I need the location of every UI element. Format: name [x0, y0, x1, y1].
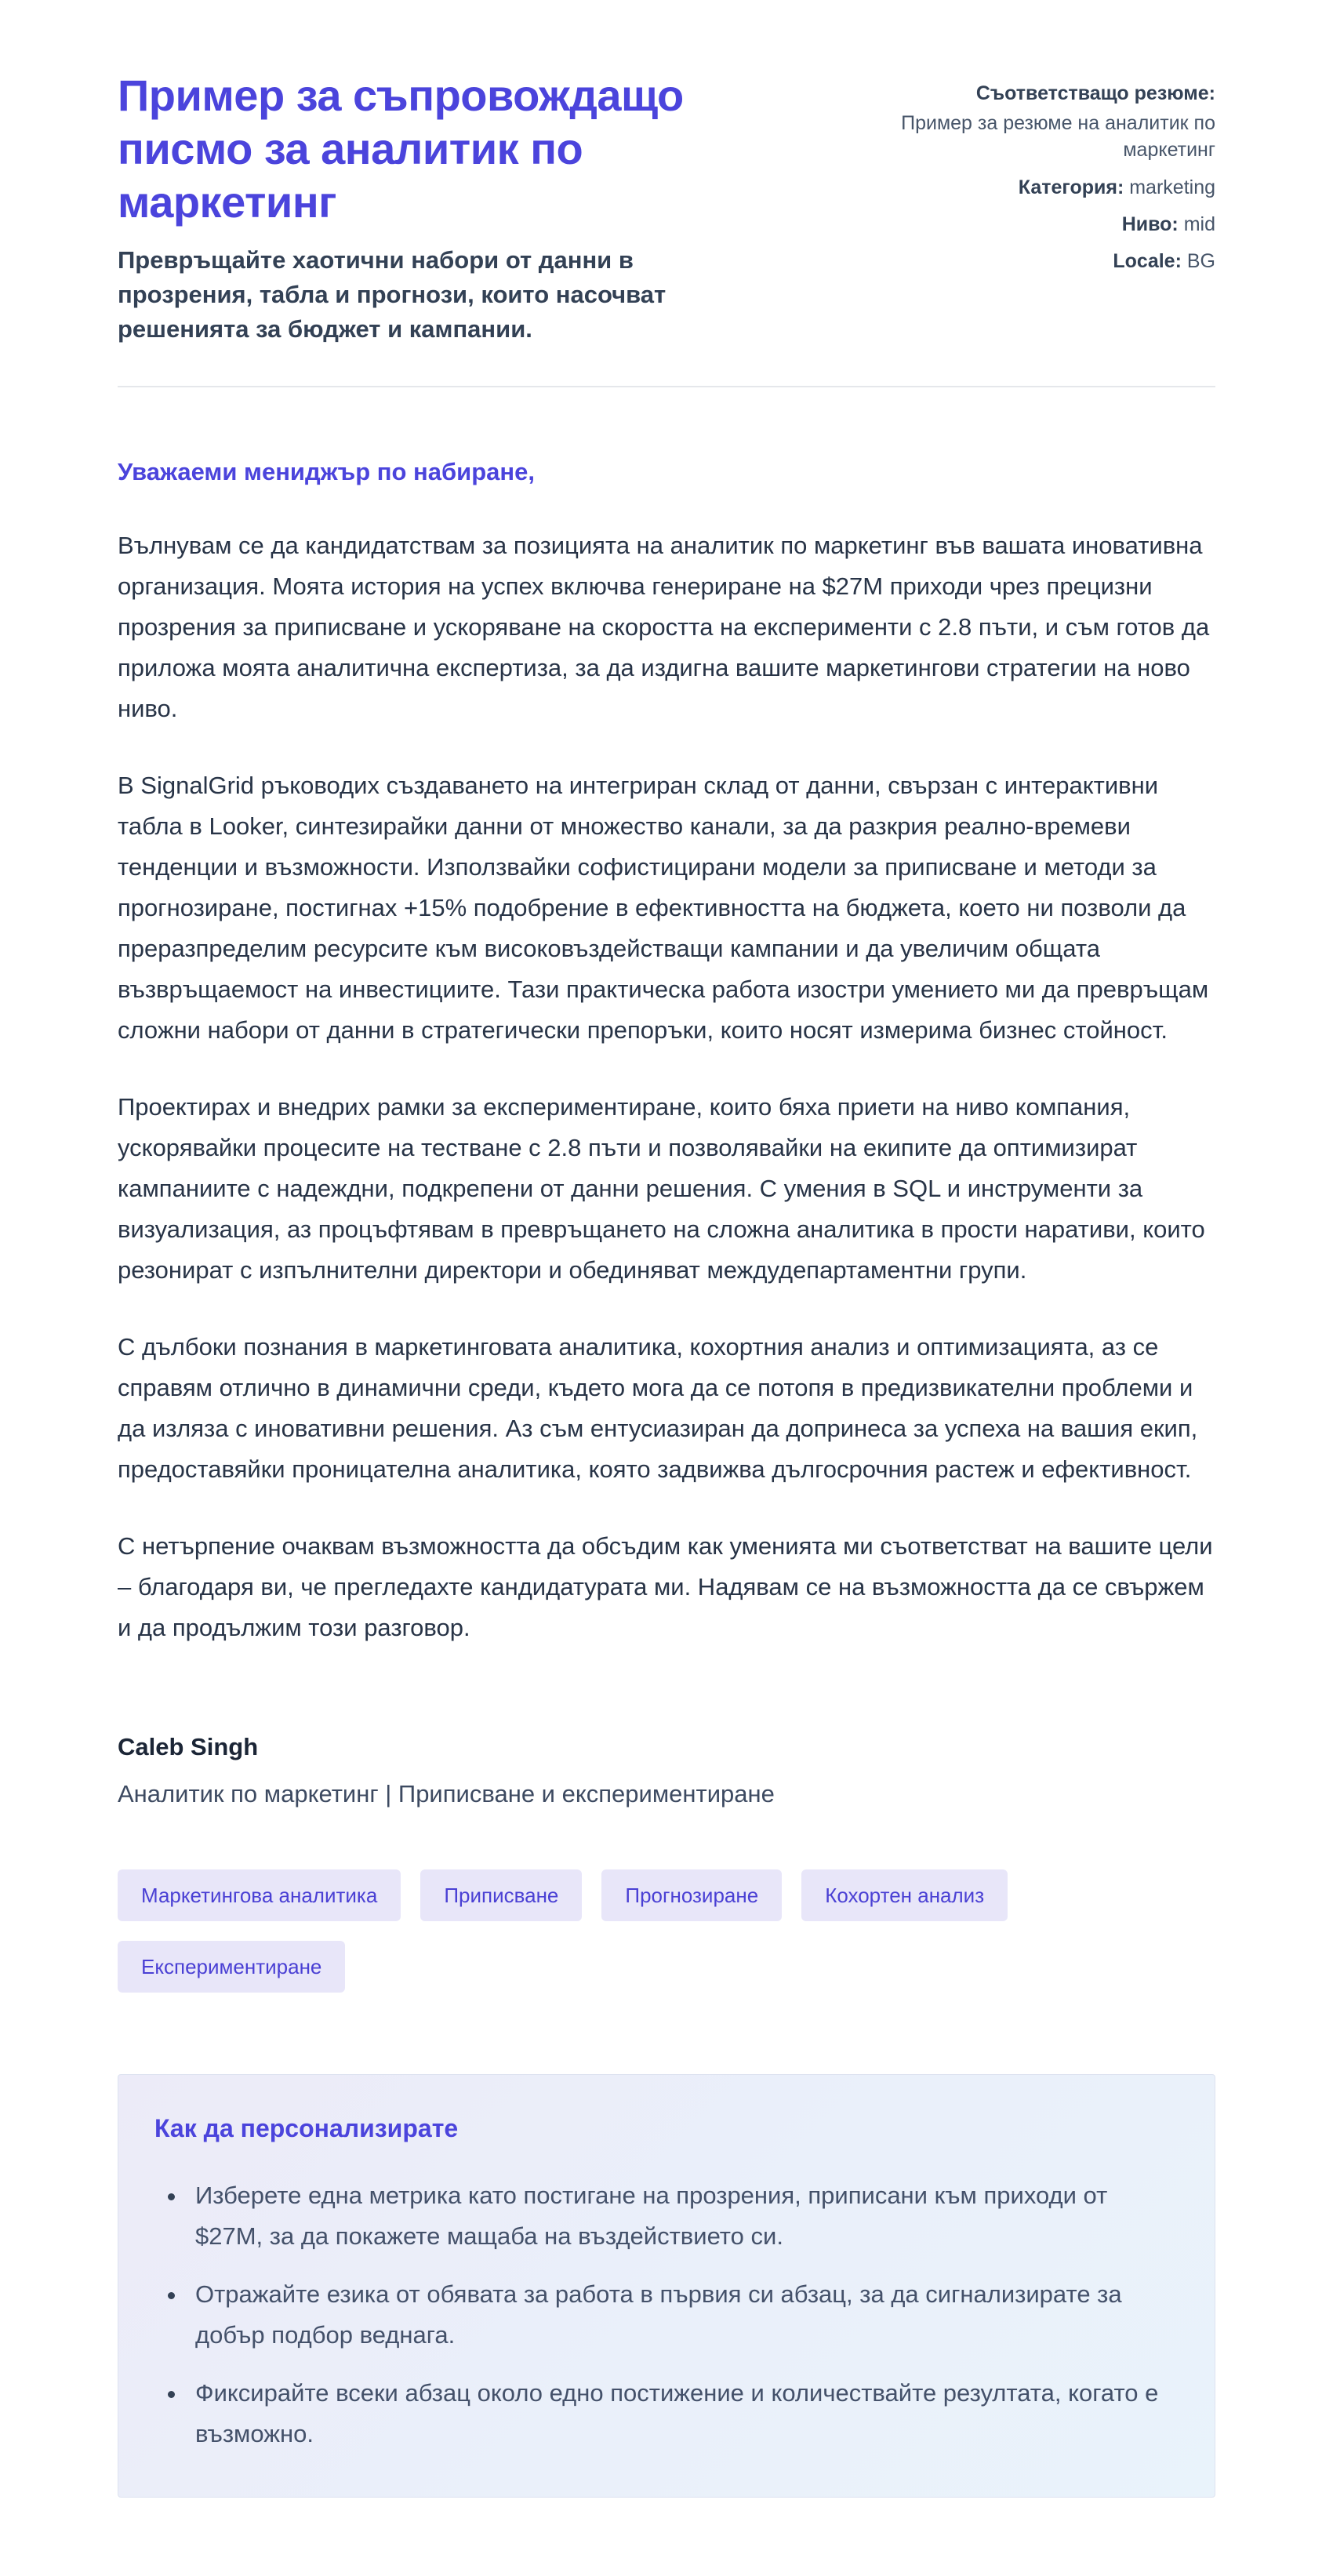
locale-value: BG — [1186, 250, 1215, 272]
page-title: Пример за съпровождащо писмо за аналитик по маркетинг — [118, 71, 684, 227]
category-value: marketing — [1129, 176, 1215, 198]
tip-item: • Отражайте езика от обявата за работа в първия си абзац, за да сигнализирате за добър подбор веднага. — [187, 2274, 1177, 2356]
skill-tag: Прогнозиране — [601, 1869, 782, 1921]
tip-item: • Фиксирайте всеки абзац около едно постижение и количествайте резултата, когато е възможно. — [187, 2373, 1177, 2454]
letter-paragraph: С дълбоки познания в маркетинговата аналитика, кохортния анализ и оптимизацията, аз се справям отлично в динамични среди, където мога да се потопя в предизвикателни проблеми и да изляза с иновативни решения. Аз съм ентусиазиран да допринеса за успеха на вашия екип, предоставяйки проницателна аналитика, която задвижва дългосрочния растеж и ефективност. — [118, 1333, 1198, 1483]
meta-level-row — [847, 211, 1215, 238]
tip-item: • Изберете една метрика като постигане на прозрения, приписани към приходи от $27M, за да покажете мащаба на въздействието си. — [187, 2175, 1177, 2257]
skill-tags — [118, 1869, 1215, 1993]
category-label: Категория: — [1018, 176, 1124, 198]
locale-label: Locale: — [1113, 250, 1182, 272]
letter-body — [118, 455, 1215, 1811]
level-label: Ниво: — [1121, 213, 1179, 235]
letter-paragraph: Вълнувам се да кандидатствам за позицията на аналитик по маркетинг във вашата иновативна организация. Моята история на успех включва генериране на $27M приходи чрез прецизни прозрения за приписване и ускоряване на скоростта на експерименти с 2.8 пъти, и съм готов да приложа моята аналитична експертиза, за да издигна вашите маркетингови стратегии на ново ниво. — [118, 532, 1210, 722]
signature-name: Caleb Singh — [118, 1733, 259, 1760]
meta-locale-row — [847, 248, 1215, 274]
letter-paragraph: Проектирах и внедрих рамки за експериментиране, които бяха приети на ниво компания, ускорявайки процесите на тестване с 2.8 пъти и позволявайки на екипите да оптимизират кампаниите с надеждни, подкрепени от данни решения. С умения в SQL и инструменти за визуализация, аз процъфтявам в превръщането на сложна аналитика в прости наративи, които резонират с изпълнителни директори и обединяват междудепартаментни групи. — [118, 1093, 1205, 1284]
matching-resume-label: Съответстващо резюме: — [975, 82, 1215, 104]
skill-tag: Кохортен анализ — [801, 1869, 1008, 1921]
header-meta — [847, 69, 1215, 285]
tips-list — [154, 2175, 1177, 2454]
letter-greeting: Уважаеми мениджър по набиране, — [118, 458, 535, 485]
signature-role: Аналитик по маркетинг | Приписване и експериментиране — [118, 1780, 775, 1808]
skill-tag: Приписване — [420, 1869, 582, 1921]
matching-resume-link[interactable]: Пример за резюме на аналитик по маркетинг — [901, 112, 1215, 161]
header-divider — [118, 386, 1215, 387]
skill-tag: Маркетингова аналитика — [118, 1869, 401, 1921]
tips-heading: Как да персонализирате — [154, 2114, 459, 2142]
meta-category-row — [847, 174, 1215, 201]
skill-tag: Експериментиране — [118, 1941, 345, 1993]
personalization-tips-box — [118, 2074, 1215, 2498]
header-title-block — [118, 69, 800, 347]
letter-paragraph: В SignalGrid ръководих създаването на интегриран склад от данни, свързан с интерактивни табла в Looker, синтезирайки данни от множество канали, за да разкрия реално-времеви тенденции и възможности. Използвайки софистицирани модели за приписване и методи за прогнозиране, постигнах +15% подобрение в ефективността на бюджета, което ни позволи да преразпределим ресурсите към високовъздействащи кампании и да увеличим общата възвръщаемост на инвестициите. Тази практическа работа изостри умението ми да превръщам сложни набори от данни в стратегически препоръки, които носят измерима бизнес стойност. — [118, 772, 1209, 1044]
page-header — [118, 69, 1215, 347]
page-subtitle: Превръщайте хаотични набори от данни в прозрения, табла и прогнози, които насочват решенията за бюджет и кампании. — [118, 246, 666, 343]
level-value: mid — [1183, 213, 1215, 235]
letter-paragraph: С нетърпение очаквам възможността да обсъдим как уменията ми съответстват на вашите цели – благодаря ви, че прегледахте кандидатурата ми. Надявам се на възможността да се свържем и да продължим този разговор. — [118, 1532, 1213, 1641]
